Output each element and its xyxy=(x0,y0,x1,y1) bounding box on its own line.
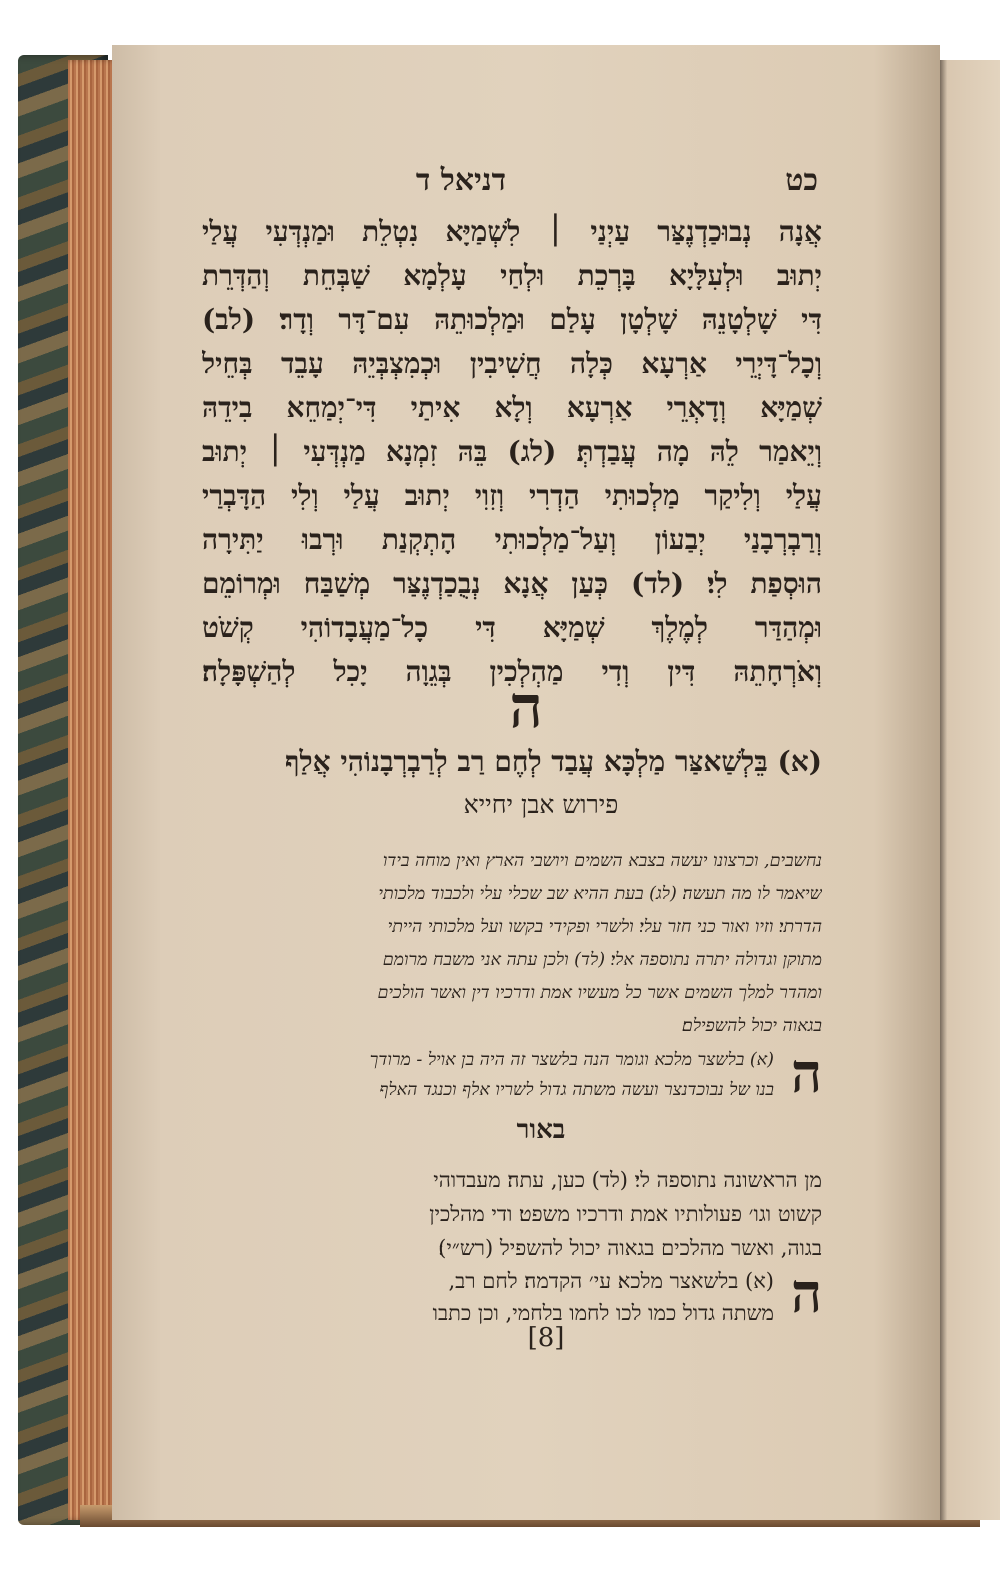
biur-chapter-line: (א) בלשאצר מלכא׃ עי׳ הקדמה׃ לחם רב, xyxy=(448,1269,774,1293)
page-header xyxy=(112,163,940,203)
commentary-drop-cap: ה xyxy=(790,1041,822,1105)
biur-chapter-lines xyxy=(202,1265,774,1329)
scripture-line: יְתוּב וּלְעִלָּיָא בָּרְכֵת וּלְחַי עָלְמָא שַׁבְּחֵת וְהַדְּרֵת xyxy=(202,259,822,292)
commentary-chapter-line: בנו של נבוכדנצר ועשה משתה גדול לשריו אלף וכנגד האלף xyxy=(379,1080,774,1100)
biur-title: באור xyxy=(516,1115,566,1145)
commentary-line: מתוקן וגדולה יתרה נתוספה אלי׃ (לד) ולכן עתה אני משבח מרומם xyxy=(382,950,822,970)
biur-text xyxy=(202,1163,822,1265)
commentary-line: ומהדר למלך השמים אשר כל מעשיו אמת ודרכיו דין ואשר הולכים xyxy=(377,983,822,1003)
biur-chapter-block xyxy=(202,1261,822,1329)
biur-chapter-line: משתה גדול כמו לכו לחמו בלחמי, וכן כתבו xyxy=(432,1301,774,1325)
commentary-chapter-lines xyxy=(202,1045,774,1105)
scripture-line: אֲנָה נְבוּכַדְנֶצַּר עַיְנַי ׀ לִשְׁמַיָּא נִטְלֵת וּמַנְדְּעִי עֲלַי xyxy=(202,215,822,248)
facing-page-edge xyxy=(938,60,1000,1520)
scripture-line: דִּי שָׁלְטָנֵהּ שָׁלְטָן עָלַם וּמַלְכוּתֵהּ עִם־דָּר וְדָר׃ (לב) xyxy=(202,303,822,336)
scripture-line: וְאֹרְחָתֵהּ דִּין וְדִי מַהְלְכִין בְּגֵוָה יָכִל לְהַשְׁפָּלָה׃ xyxy=(202,655,822,688)
running-title: דניאל ד xyxy=(415,163,507,198)
chapter-letter: ה xyxy=(509,673,543,741)
biur-line: בגוה, ואשר מהלכים בגאוה יכול להשפיל (רש״י)׃ xyxy=(438,1236,822,1260)
scripture-line: הוּסְפַת לִי׃ (לד) כְּעַן אֲנָא נְבֻכַדְנֶצַּר מְשַׁבַּח וּמְרוֹמֵם xyxy=(202,567,822,600)
commentary-line: שיאמר לו מה תעשה׃ (לג) בעת ההיא שב שכלי עלי ולכבוד מלכותי xyxy=(378,884,822,904)
scripture-line: וּמְהַדַּר לְמֶלֶךְ שְׁמַיָּא דִּי כָל־מַעֲבָדוֹהִי קְשֹׁט xyxy=(202,611,822,644)
commentary-line: נחשבים, וכרצונו יעשה בצבא השמים ויושבי הארץ ואין מוחה בידו xyxy=(382,851,822,871)
scripture-line: עֲלַי וְלִיקַר מַלְכוּתִי הַדְרִי וְזִוִי יְתוּב עֲלַי וְלִי הַדָּבְרַי xyxy=(202,479,822,512)
biur-drop-cap: ה xyxy=(790,1261,822,1325)
biur-line: מן הראשונה נתוספה לי׃ (לד) כען, עתה׃ מעבדוהי xyxy=(433,1168,822,1192)
commentary-title: פירוש אבן יחייא xyxy=(463,790,619,819)
page-number: כט xyxy=(785,163,818,198)
folio-signature: [8] xyxy=(527,1323,565,1353)
commentary-line: הדרתי׃ וזיו ואור כני חזר עלי׃ ולשרי ופקידי בקשו ועל מלכותי הייתי xyxy=(387,917,822,937)
commentary-text xyxy=(202,845,822,1043)
scripture-line: וְרַבְרְבָנַי יְבַעוֹן וְעַל־מַלְכוּתִי הָתְקְנַת וּרְבוּ יַתִּירָה xyxy=(202,523,822,556)
scripture-line: וְיֵאמַר לֵהּ מָה עֲבַדְתְּ׃ (לג) בֵּהּ זִמְנָא מַנְדְּעִי ׀ יְתוּב xyxy=(202,435,822,468)
biur-line: קשוט וגו׳ פעולותיו אמת ודרכיו משפט׃ ודי מהלכין xyxy=(429,1202,822,1226)
scripture-line: וְכָל־דָּיְרֵי אַרְעָא כְּלָה חֲשִׁיבִין וּכְמִצְבְּיֵהּ עָבֵד בְּחֵיל xyxy=(202,347,822,380)
scripture-line: שְׁמַיָּא וְדָאְרֵי אַרְעָא וְלָא אִיתַי דִּי־יְמַחֵא בִידֵהּ xyxy=(202,391,822,424)
commentary-line: בגאוה יכול להשפילם׃ xyxy=(681,1016,822,1036)
book-page xyxy=(112,45,940,1520)
commentary-chapter-block xyxy=(202,1041,822,1105)
commentary-chapter-line: (א) בלשצר מלכא וגומר הנה בלשצר זה היה בן אויל - מרודך xyxy=(369,1050,774,1070)
scripture-text xyxy=(202,210,822,694)
chapter-first-verse: (א) בֵּלְשַׁאצַּר מַלְכָּא עֲבַד לְחֶם רַב לְרַבְרְבָנוֹהִי אֲלַף xyxy=(285,745,822,778)
